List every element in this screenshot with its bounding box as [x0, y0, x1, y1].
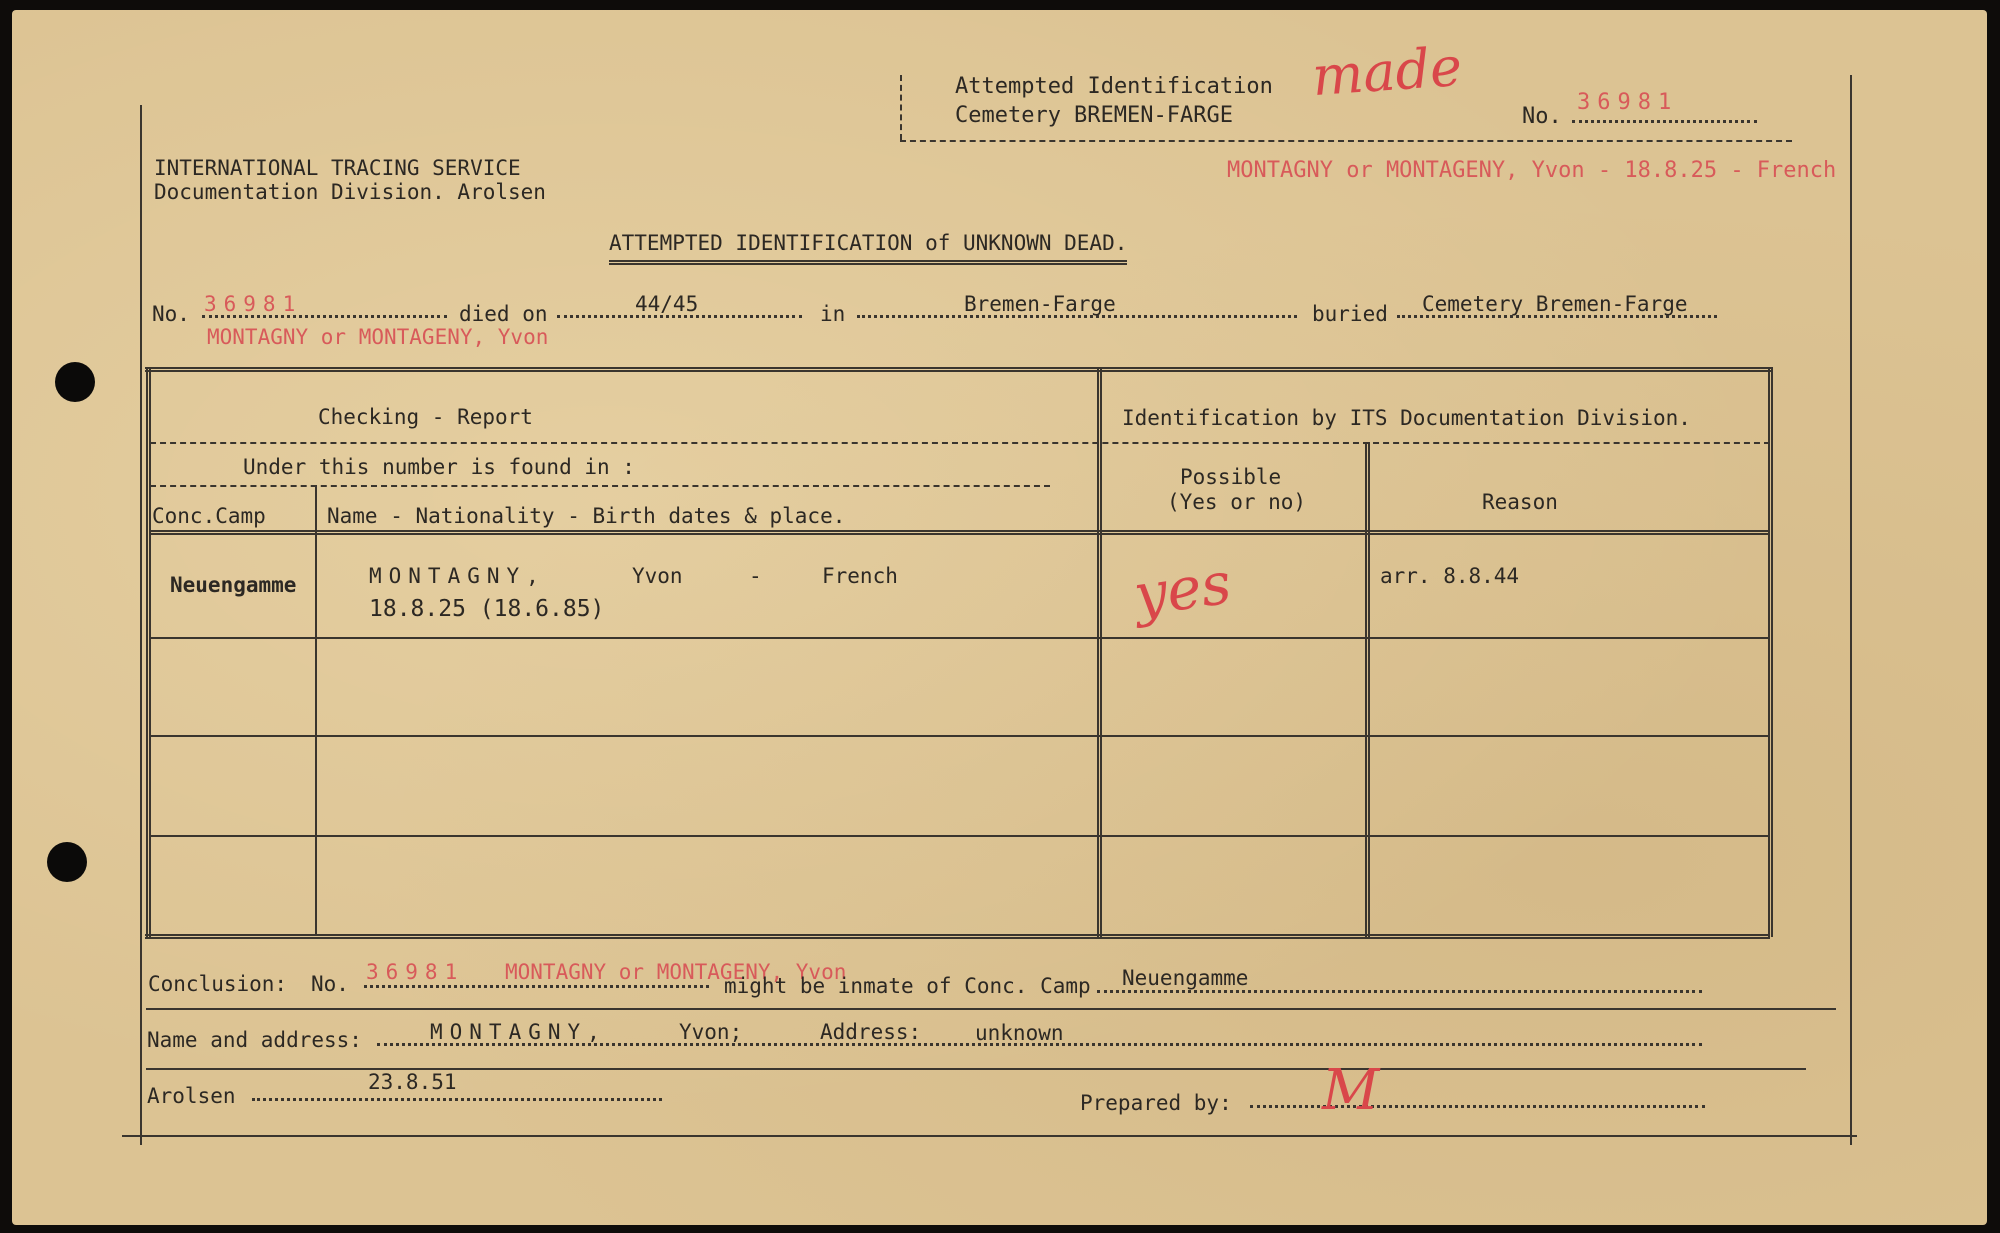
conclusion-name-value: MONTAGNY or MONTAGENY, Yvon	[505, 960, 847, 984]
table-row-first-name: Yvon	[632, 564, 683, 588]
table-row-dash: -	[749, 564, 762, 588]
footer-prepared-dots	[1250, 1105, 1705, 1108]
form-title-underline	[609, 260, 1127, 265]
record-no-dots	[202, 315, 447, 318]
table-row-camp: Neuengamme	[170, 573, 297, 597]
col-header-reason: Reason	[1482, 490, 1558, 514]
header-no-label: No.	[1522, 104, 1562, 129]
record-no-value: 36981	[204, 292, 303, 316]
row-rule-2	[150, 735, 1770, 737]
record-in-value: Bremen-Farge	[964, 292, 1116, 316]
header-box-left	[900, 75, 902, 140]
handwritten-yes: yes	[1129, 548, 1236, 630]
frame-left	[140, 105, 142, 1145]
col-header-possible-1: Possible	[1180, 465, 1282, 489]
org-line-1: INTERNATIONAL TRACING SERVICE	[154, 156, 521, 180]
conclusion-no-label: No.	[311, 972, 349, 996]
frame-right	[1850, 75, 1852, 1145]
table-possible-divider	[1365, 442, 1370, 937]
record-buried-value: Cemetery Bremen-Farge	[1422, 292, 1688, 316]
handwritten-made: made	[1309, 34, 1464, 109]
conclusion-label: Conclusion:	[148, 972, 288, 996]
conclusion-middle-text: might be inmate of Conc. Camp	[724, 974, 1091, 998]
record-died-dots	[557, 315, 802, 318]
footer-prepared-label: Prepared by:	[1080, 1091, 1232, 1115]
conclusion-camp-dots	[1097, 990, 1702, 993]
conclusion-no-dots	[364, 985, 709, 988]
table-row-reason: arr. 8.8.44	[1380, 564, 1520, 588]
record-buried-label: buried	[1312, 302, 1388, 326]
column-header-rule	[150, 485, 1050, 487]
punch-hole-bottom	[47, 842, 87, 882]
name-address-label: Name and address:	[147, 1028, 362, 1052]
record-in-dots	[857, 315, 1297, 318]
table-bottom-rule	[145, 934, 1770, 939]
conclusion-no-value: 36981	[366, 960, 465, 984]
col-header-camp: Conc.Camp	[152, 504, 266, 528]
row-rule-3	[150, 835, 1770, 837]
table-top-rule	[145, 367, 1773, 372]
header-cemetery-label: Cemetery	[955, 103, 1061, 128]
header-box-rule	[900, 140, 1792, 142]
record-died-value: 44/45	[635, 292, 699, 316]
header-no-value: 36981	[1577, 90, 1679, 115]
header-title: Attempted Identification	[955, 74, 1273, 99]
conclusion-camp-value: Neuengamme	[1122, 966, 1249, 990]
record-buried-dots	[1397, 315, 1717, 318]
name-address-first-name: Yvon;	[679, 1020, 743, 1044]
table-row-nationality: French	[822, 564, 898, 588]
handwritten-initials: M	[1322, 1058, 1380, 1123]
footer-date-value: 23.8.51	[368, 1070, 457, 1094]
table-row-birth: 18.8.25 (18.6.85)	[369, 596, 605, 622]
header-divider-rule	[150, 442, 1770, 444]
name-address-address-value: unknown	[975, 1021, 1064, 1045]
form-title: ATTEMPTED IDENTIFICATION of UNKNOWN DEAD.	[609, 231, 1128, 255]
record-in-label: in	[820, 302, 846, 326]
subject-line: MONTAGNY or MONTAGENY, Yvon - 18.8.25 - French	[1227, 158, 1837, 183]
under-number-text: Under this number is found in :	[243, 455, 635, 479]
frame-bottom	[122, 1135, 1857, 1137]
record-no-label: No.	[152, 302, 190, 326]
table-row-name: MONTAGNY,	[369, 564, 546, 588]
name-address-dots	[377, 1043, 1702, 1046]
column-header-bottom-rule	[150, 530, 1770, 535]
footer-place-label: Arolsen	[147, 1084, 236, 1108]
punch-hole-top	[55, 362, 95, 402]
footer-date-dots	[252, 1098, 662, 1101]
header-no-dots	[1572, 120, 1757, 123]
index-card	[12, 10, 1987, 1225]
record-died-label: died on	[459, 302, 548, 326]
col-header-possible-2: (Yes or no)	[1167, 490, 1307, 514]
table-left-border	[146, 367, 151, 937]
header-cemetery-value: BREMEN-FARGE	[1074, 103, 1233, 128]
org-line-2: Documentation Division. Arolsen	[154, 180, 546, 204]
conclusion-rule	[146, 1008, 1836, 1010]
identification-heading: Identification by ITS Documentation Division.	[1122, 406, 1691, 430]
col-header-name: Name - Nationality - Birth dates & place.	[327, 504, 846, 528]
name-address-name: MONTAGNY,	[430, 1020, 607, 1044]
record-name-value: MONTAGNY or MONTAGENY, Yvon	[207, 325, 549, 349]
table-camp-divider	[315, 485, 317, 935]
checking-report-heading: Checking - Report	[318, 405, 533, 429]
row-rule-1	[150, 637, 1770, 639]
name-address-address-label: Address:	[820, 1020, 922, 1044]
table-mid-divider	[1097, 367, 1102, 937]
table-right-border	[1768, 367, 1773, 937]
